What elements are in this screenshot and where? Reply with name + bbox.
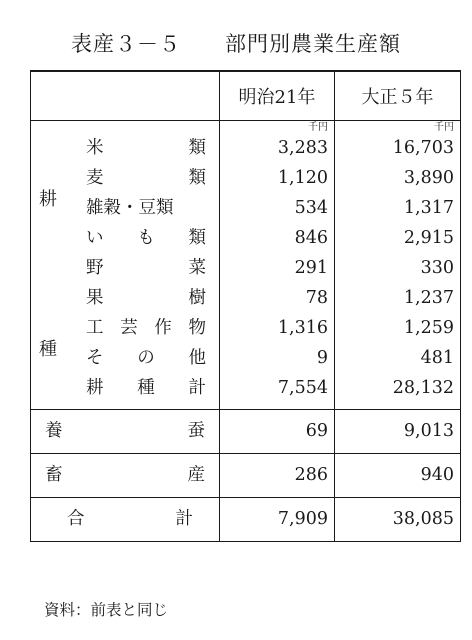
crop-label-part: 類 bbox=[188, 168, 206, 188]
group-label-char-2: 種 bbox=[39, 339, 57, 360]
meiji21-value: 534 bbox=[294, 198, 328, 218]
crop-label-part: 芸 bbox=[120, 318, 138, 338]
table-number: 表産３－５ bbox=[71, 32, 181, 56]
livestock-row bbox=[31, 454, 461, 498]
crop-label-part: 米 bbox=[86, 138, 104, 158]
taisho5-values bbox=[335, 121, 461, 410]
total-label-part: 合 bbox=[67, 509, 85, 529]
taisho5-value: 16,703 bbox=[392, 138, 454, 158]
livestock-taisho5: 940 bbox=[335, 454, 461, 498]
crop-label bbox=[86, 283, 206, 313]
taisho5-value: 1,237 bbox=[403, 288, 454, 308]
crop-label-part: 樹 bbox=[188, 288, 206, 308]
crop-label bbox=[86, 193, 206, 223]
crop-label-part: 種 bbox=[137, 378, 155, 398]
meiji21-value: 78 bbox=[305, 288, 328, 308]
crop-label-part: 工 bbox=[86, 318, 104, 338]
cultivation-labels bbox=[31, 121, 220, 410]
taisho5-value: 330 bbox=[420, 258, 454, 278]
crop-label-part: 耕 bbox=[86, 378, 104, 398]
meiji21-value: 846 bbox=[294, 228, 328, 248]
crop-label-part: 作 bbox=[154, 318, 172, 338]
total-label bbox=[31, 498, 220, 542]
crop-label-part: 雑穀・豆類 bbox=[86, 198, 174, 218]
crop-label-part: 他 bbox=[188, 348, 206, 368]
production-table bbox=[30, 70, 461, 542]
unit-label-taisho5: 千円 bbox=[434, 122, 454, 133]
crop-label-part: 果 bbox=[86, 288, 104, 308]
livestock-label-part: 産 bbox=[187, 465, 205, 485]
meiji21-value: 1,316 bbox=[277, 318, 328, 338]
sericulture-taisho5: 9,013 bbox=[335, 410, 461, 454]
sericulture-row bbox=[31, 410, 461, 454]
total-taisho5: 38,085 bbox=[335, 498, 461, 542]
taisho5-value: 28,132 bbox=[392, 378, 454, 398]
taisho5-value: 3,890 bbox=[403, 168, 454, 188]
group-label-char-1: 耕 bbox=[39, 189, 57, 210]
header-meiji21: 明治21年 bbox=[220, 71, 335, 121]
taisho5-value: 1,317 bbox=[403, 198, 454, 218]
sericulture-label-part: 蚕 bbox=[187, 421, 205, 441]
taisho5-value: 1,259 bbox=[403, 318, 454, 338]
crop-label-part: 類 bbox=[188, 138, 206, 158]
cultivation-section bbox=[31, 121, 461, 410]
crop-label bbox=[86, 313, 206, 343]
crop-label bbox=[86, 133, 206, 163]
header-row bbox=[31, 71, 461, 121]
crop-label-part: い bbox=[86, 228, 104, 248]
livestock-meiji21: 286 bbox=[220, 454, 335, 498]
total-meiji21: 7,909 bbox=[220, 498, 335, 542]
crop-label-part: 物 bbox=[188, 318, 206, 338]
source-note: 資料：前表と同じ bbox=[44, 601, 169, 619]
table-title bbox=[0, 28, 472, 58]
meiji21-value: 291 bbox=[294, 258, 328, 278]
crop-label-part: も bbox=[137, 228, 155, 248]
crop-label bbox=[86, 343, 206, 373]
livestock-label-part: 畜 bbox=[45, 465, 63, 485]
table-caption: 部門別農業生産額 bbox=[225, 32, 401, 56]
crop-label bbox=[86, 253, 206, 283]
meiji21-value: 9 bbox=[316, 348, 328, 368]
meiji21-value: 3,283 bbox=[277, 138, 328, 158]
crop-label bbox=[86, 223, 206, 253]
crop-label-part: の bbox=[137, 348, 155, 368]
header-taisho5: 大正５年 bbox=[335, 71, 461, 121]
crop-label-part: 野 bbox=[86, 258, 104, 278]
taisho5-value: 481 bbox=[420, 348, 454, 368]
crop-label bbox=[86, 373, 206, 403]
crop-label-part: 計 bbox=[188, 378, 206, 398]
meiji21-value: 7,554 bbox=[277, 378, 328, 398]
crop-label-list bbox=[31, 133, 219, 403]
taisho5-value-list bbox=[335, 133, 460, 403]
crop-label-part: 麦 bbox=[86, 168, 104, 188]
taisho5-value: 2,915 bbox=[403, 228, 454, 248]
total-row bbox=[31, 498, 461, 542]
crop-label-part: 菜 bbox=[188, 258, 206, 278]
livestock-label bbox=[31, 454, 220, 498]
crop-label-part: そ bbox=[86, 348, 104, 368]
sericulture-meiji21: 69 bbox=[220, 410, 335, 454]
unit-label-meiji21: 千円 bbox=[308, 122, 328, 133]
sericulture-label bbox=[31, 410, 220, 454]
header-blank-cell bbox=[31, 71, 220, 121]
meiji21-values bbox=[220, 121, 335, 410]
meiji21-value: 1,120 bbox=[277, 168, 328, 188]
total-label-part: 計 bbox=[175, 509, 193, 529]
crop-label-part: 類 bbox=[188, 228, 206, 248]
meiji21-value-list bbox=[220, 133, 334, 403]
sericulture-label-part: 養 bbox=[45, 421, 63, 441]
crop-label bbox=[86, 163, 206, 193]
